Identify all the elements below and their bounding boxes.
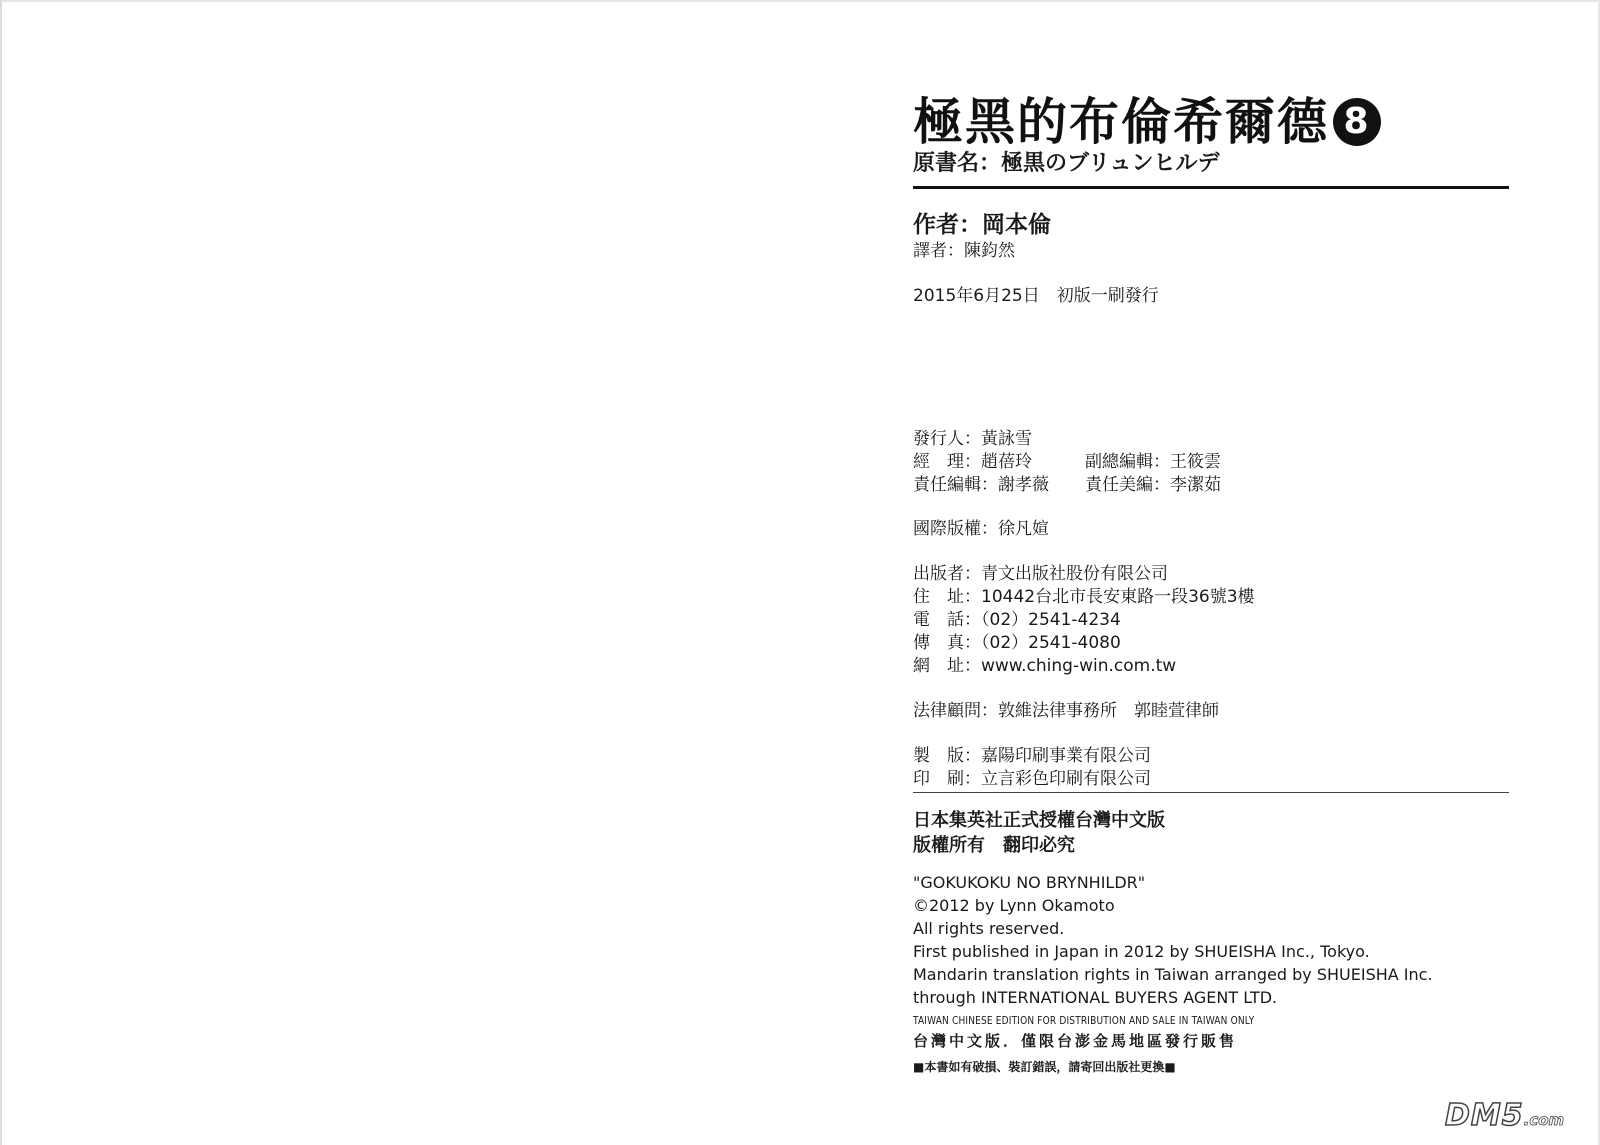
distribution-notice: 台灣中文版．僅限台澎金馬地區發行販售	[913, 1032, 1238, 1050]
publisher-website: 網 址：www.ching-win.com.tw	[913, 656, 1177, 676]
publisher-phone: 電 話：（02）2541-4234	[913, 610, 1121, 630]
site-watermark-logo	[1445, 1098, 1564, 1133]
authorization-line: 日本集英社正式授權台灣中文版	[913, 810, 1165, 831]
watermark-main: DM5	[1445, 1098, 1524, 1133]
rights-divider	[913, 792, 1509, 793]
publisher-name: 出版者：青文出版社股份有限公司	[913, 564, 1168, 584]
english-mandarin-rights: Mandarin translation rights in Taiwan arranged by SHUEISHA Inc.	[913, 965, 1433, 984]
book-title-text: 極黑的布倫希爾德	[913, 93, 1329, 151]
deputy-editor: 副總編輯：王筱雲	[1085, 452, 1221, 472]
page-edge-left	[0, 0, 2, 1145]
plate-making: 製 版：嘉陽印刷事業有限公司	[913, 746, 1151, 766]
english-rights-reserved: All rights reserved.	[913, 919, 1065, 938]
publisher-address: 住 址：10442台北市長安東路一段36號3樓	[913, 587, 1255, 607]
title-divider	[913, 186, 1509, 189]
translator: 譯者：陳鈞然	[913, 241, 1015, 261]
original-title: 原書名：極黒のブリュンヒルデ	[913, 151, 1220, 176]
english-edition-notice: TAIWAN CHINESE EDITION FOR DISTRIBUTION AND SALE IN TAIWAN ONLY	[913, 1014, 1255, 1027]
english-first-published: First published in Japan in 2012 by SHUEISHA Inc., Tokyo.	[913, 942, 1370, 961]
publisher-fax: 傳 真：（02）2541-4080	[913, 633, 1121, 653]
english-title: "GOKUKOKU NO BRYNHILDR"	[913, 873, 1146, 892]
copyright-reserved-line: 版權所有 翻印必究	[913, 835, 1075, 856]
art-editor: 責任美編：李潔茹	[1085, 475, 1221, 495]
english-copyright: ©2012 by Lynn Okamoto	[913, 896, 1115, 915]
manager: 經 理：趙蓓玲	[913, 452, 1032, 472]
publication-date: 2015年6月25日 初版一刷發行	[913, 286, 1159, 306]
page-edge-top	[0, 0, 1600, 2]
damage-return-notice: ■本書如有破損、裝訂錯誤，請寄回出版社更換■	[913, 1060, 1176, 1074]
editor: 責任編輯：謝孝薇	[913, 475, 1049, 495]
international-rights: 國際版權：徐凡媗	[913, 519, 1049, 539]
legal-advisor: 法律顧問：敦維法律事務所 郭睦萱律師	[913, 701, 1219, 721]
english-agent: through INTERNATIONAL BUYERS AGENT LTD.	[913, 988, 1278, 1007]
volume-number-badge: 8	[1333, 98, 1381, 146]
publisher-person: 發行人：黃詠雪	[913, 429, 1032, 449]
book-title	[913, 82, 1381, 154]
watermark-domain: .com	[1523, 1111, 1565, 1129]
author: 作者：岡本倫	[913, 212, 1051, 238]
printing: 印 刷：立言彩色印刷有限公司	[913, 769, 1151, 789]
